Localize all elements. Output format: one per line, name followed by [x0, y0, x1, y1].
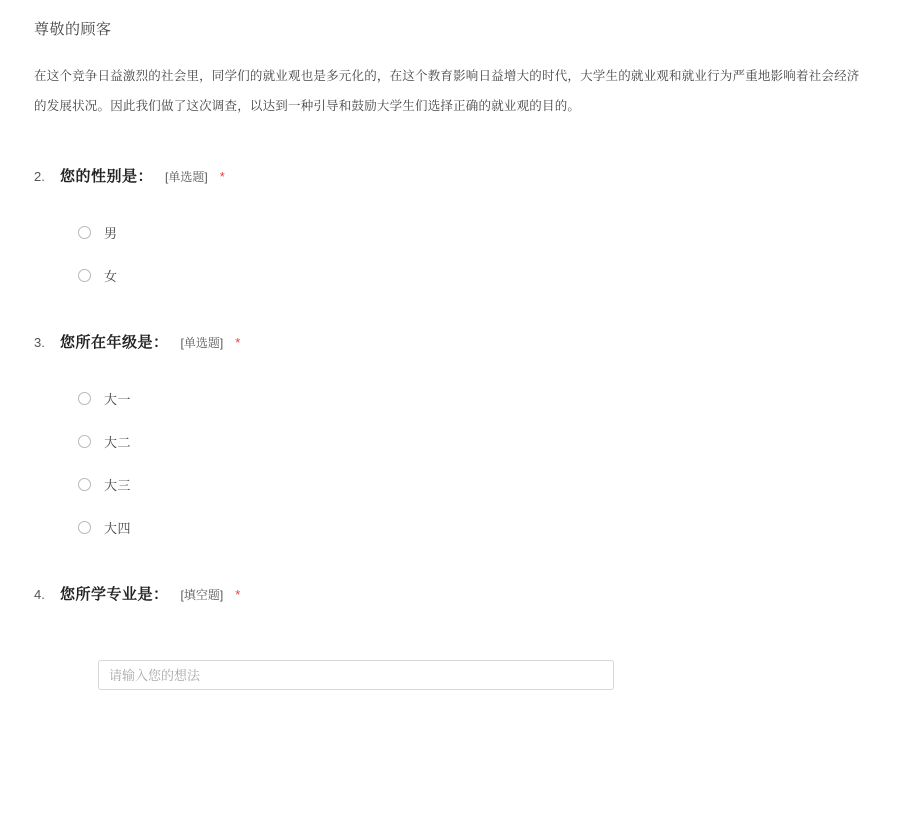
option-row[interactable]	[78, 263, 866, 287]
options-list-grade	[34, 386, 866, 539]
fill-input-wrapper	[34, 660, 866, 690]
major-text-input[interactable]	[98, 660, 614, 690]
survey-page	[0, 18, 900, 690]
required-marker: *	[235, 587, 241, 602]
question-index: 2.	[34, 169, 45, 184]
option-label: 大四	[104, 520, 132, 536]
option-row[interactable]	[78, 429, 866, 453]
option-label: 大三	[104, 477, 132, 493]
option-row[interactable]	[78, 515, 866, 539]
question-title: 您所在年级是：	[60, 334, 169, 351]
question-type-tag: [单选题]	[180, 336, 224, 350]
survey-intro-text: 在这个竞争日益激烈的社会里，同学们的就业观也是多元化的，在这个教育影响日益增大的时代，大学生的就业观和就业行为严重地影响着社会经济的发展状况。因此我们做了这次调查，以达到一种引导和鼓励大学生们选择正确的就业观的目的。	[34, 69, 860, 113]
question-index: 3.	[34, 335, 45, 350]
survey-title: 尊敬的顾客	[34, 21, 112, 38]
required-marker: *	[235, 335, 241, 350]
radio-icon[interactable]	[78, 478, 91, 491]
radio-icon[interactable]	[78, 392, 91, 405]
option-label: 女	[104, 268, 118, 284]
option-label: 男	[104, 225, 118, 241]
question-header	[34, 165, 866, 186]
question-title: 您所学专业是：	[60, 586, 169, 603]
option-label: 大一	[104, 391, 132, 407]
question-block-grade	[0, 331, 900, 539]
radio-icon[interactable]	[78, 435, 91, 448]
option-label: 大二	[104, 434, 132, 450]
option-row[interactable]	[78, 472, 866, 496]
option-row[interactable]	[78, 386, 866, 410]
question-block-gender	[0, 165, 900, 287]
question-header	[34, 331, 866, 352]
radio-icon[interactable]	[78, 269, 91, 282]
question-type-tag: [填空题]	[180, 588, 224, 602]
option-row[interactable]	[78, 220, 866, 244]
question-index: 4.	[34, 587, 45, 602]
question-title: 您的性别是：	[60, 168, 154, 185]
question-block-major	[0, 583, 900, 690]
required-marker: *	[219, 169, 225, 184]
question-type-tag: [单选题]	[165, 170, 208, 184]
radio-icon[interactable]	[78, 226, 91, 239]
question-header	[34, 583, 866, 604]
radio-icon[interactable]	[78, 521, 91, 534]
options-list-gender	[34, 220, 866, 287]
